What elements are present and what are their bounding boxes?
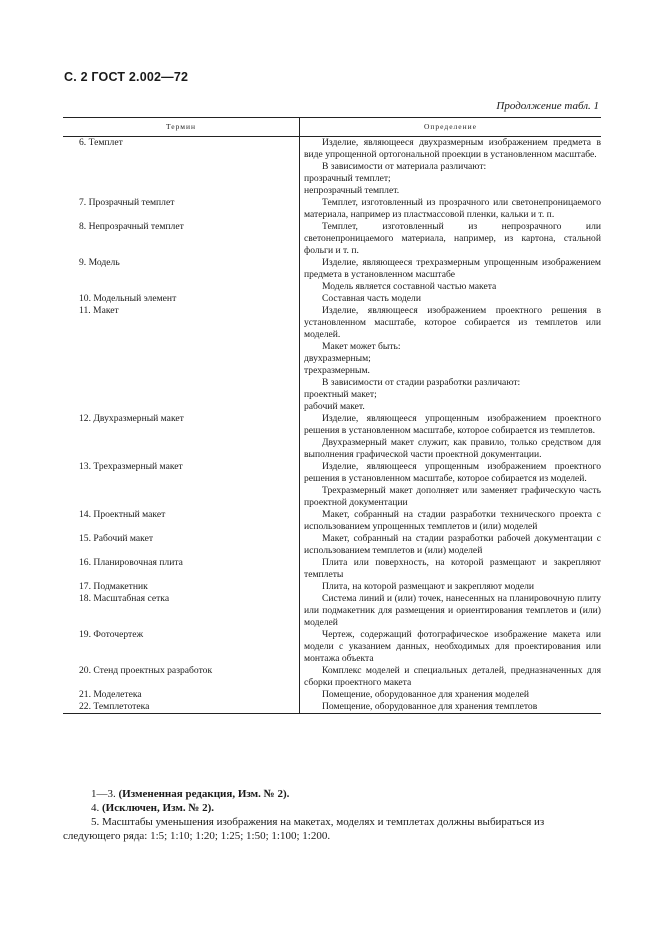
definition-paragraph: В зависимости от материала различают: [322,161,487,172]
note-3: 5. Масштабы уменьшения изображения на макетах, моделях и темплетах должны выбираться из следующего ряда: 1:5; 1:10; 1:20; 1:25; 1:50; 1:100; 1:200. [63,816,545,842]
table-row [63,533,601,557]
definition-paragraph: рабочий макет. [304,401,365,412]
definition-cell [300,665,602,689]
notes-section [63,787,601,843]
term-cell: 6. Темплет [63,137,300,198]
definition-cell [300,533,602,557]
definition-paragraph: Изделие, являющееся изображением проектного решения в установленном масштабе, которое собирается из темплетов или моделей. [304,305,601,340]
table-row [63,221,601,257]
definition-paragraph: Изделие, являющееся упрощенным изображением проектного решения в установленном масштабе, которое собирается из моделей. [304,461,601,484]
term-cell: 7. Прозрачный темплет [63,197,300,221]
term-cell: 19. Фоточертеж [63,629,300,665]
table-row [63,629,601,665]
term-cell: 16. Планировочная плита [63,557,300,581]
note-1 [63,787,601,801]
definition-paragraph: Макет, собранный на стадии разработки рабочей документации с использованием темплетов и (или) моделей [304,533,601,556]
term-cell: 12. Двухразмерный макет [63,413,300,461]
table-row [63,257,601,293]
table-row [63,581,601,593]
definition-paragraph: трехразмерным. [304,365,370,376]
table-row [63,665,601,689]
term-cell: 14. Проектный макет [63,509,300,533]
definition-paragraph: Макет может быть: [322,341,401,352]
definition-paragraph: проектный макет; [304,389,377,400]
definition-paragraph: Помещение, оборудованное для хранения темплетов [322,701,538,712]
definition-cell [300,293,602,305]
note-prefix: 1—3. [91,788,119,800]
definition-paragraph: Двухразмерный макет служит, как правило, только средством для выполнения графической части проектной документации. [304,437,601,460]
definition-cell [300,413,602,461]
definition-paragraph: Темплет, изготовленный из прозрачного или светонепроницаемого материала, например из пластмассовой пленки, кальки и т. п. [304,197,601,220]
note-prefix: 4. [91,802,102,814]
table-header-row [63,118,601,137]
definition-cell [300,197,602,221]
note-2 [63,801,601,815]
terms-table [63,117,601,714]
definition-paragraph: Изделие, являющееся двухразмерным изображением предмета в виде упрощенной ортогональной проекции в установленном масштабе. [304,137,601,160]
note-bold: (Исключен, Изм. № 2). [102,802,215,814]
definition-paragraph: двухразмерным; [304,353,371,364]
definition-cell [300,629,602,665]
term-cell: 20. Стенд проектных разработок [63,665,300,689]
term-cell: 13. Трехразмерный макет [63,461,300,509]
definition-paragraph: Изделие, являющееся трехразмерным упрощенным изображением предмета в установленном масштабе [304,257,601,280]
definition-paragraph: Плита или поверхность, на которой размещают и закрепляют темплеты [304,557,601,580]
definition-paragraph: Модель является составной частью макета [322,281,497,292]
definition-cell [300,137,602,198]
definition-paragraph: Чертеж, содержащий фотографическое изображение макета или модели с указанием данных, необходимых для проектирования или монтажа объекта [304,629,601,664]
table-row [63,137,601,198]
definition-cell [300,701,602,714]
column-header-definition: Определение [300,118,602,137]
term-cell: 21. Моделетека [63,689,300,701]
definition-cell [300,509,602,533]
table-row [63,701,601,714]
definition-paragraph: Трехразмерный макет дополняет или заменяет графическую часть проектной документации [304,485,601,508]
term-cell: 15. Рабочий макет [63,533,300,557]
column-header-term: Термин [63,118,300,137]
table-row [63,305,601,413]
note-bold: (Измененная редакция, Изм. № 2). [118,788,290,800]
definition-paragraph: Темплет, изготовленный из непрозрачного или светонепроницаемого материала, например, из картона, стальной фольги и т. п. [304,221,601,256]
definition-cell [300,461,602,509]
definition-cell [300,689,602,701]
definition-cell [300,221,602,257]
definition-paragraph: Макет, собранный на стадии разработки технического проекта с использованием упрощенных темплетов и (или) моделей [304,509,601,532]
term-cell: 9. Модель [63,257,300,293]
table-row [63,557,601,581]
table-row [63,293,601,305]
term-cell: 8. Непрозрачный темплет [63,221,300,257]
definition-cell [300,557,602,581]
term-cell: 22. Темплетотека [63,701,300,714]
definition-paragraph: Комплекс моделей и специальных деталей, предназначенных для сборки проектного макета [304,665,601,688]
definition-paragraph: Плита, на которой размещают и закрепляют модели [322,581,535,592]
definition-paragraph: Система линий и (или) точек, нанесенных на планировочную плиту или подмакетник для размещения и ориентирования темплетов и (или) моделей [304,593,601,628]
table-row [63,413,601,461]
table-row [63,197,601,221]
term-cell: 18. Масштабная сетка [63,593,300,629]
page-header: С. 2 ГОСТ 2.002—72 [64,70,189,84]
table-row [63,593,601,629]
definition-paragraph: Помещение, оборудованное для хранения моделей [322,689,530,700]
table-row [63,689,601,701]
term-cell: 10. Модельный элемент [63,293,300,305]
definition-cell [300,305,602,413]
definition-paragraph: Изделие, являющееся упрощенным изображением проектного решения в установленном масштабе, которое собирается из темплетов. [304,413,601,436]
definition-cell [300,593,602,629]
term-cell: 11. Макет [63,305,300,413]
definition-cell [300,581,602,593]
definition-cell [300,257,602,293]
definition-paragraph: Составная часть модели [322,293,421,304]
table-continuation-label: Продолжение табл. 1 [496,100,599,112]
definition-paragraph: В зависимости от стадии разработки различают: [322,377,521,388]
table-row [63,461,601,509]
definition-paragraph: непрозрачный темплет. [304,185,400,196]
table-row [63,509,601,533]
term-cell: 17. Подмакетник [63,581,300,593]
definition-paragraph: прозрачный темплет; [304,173,391,184]
